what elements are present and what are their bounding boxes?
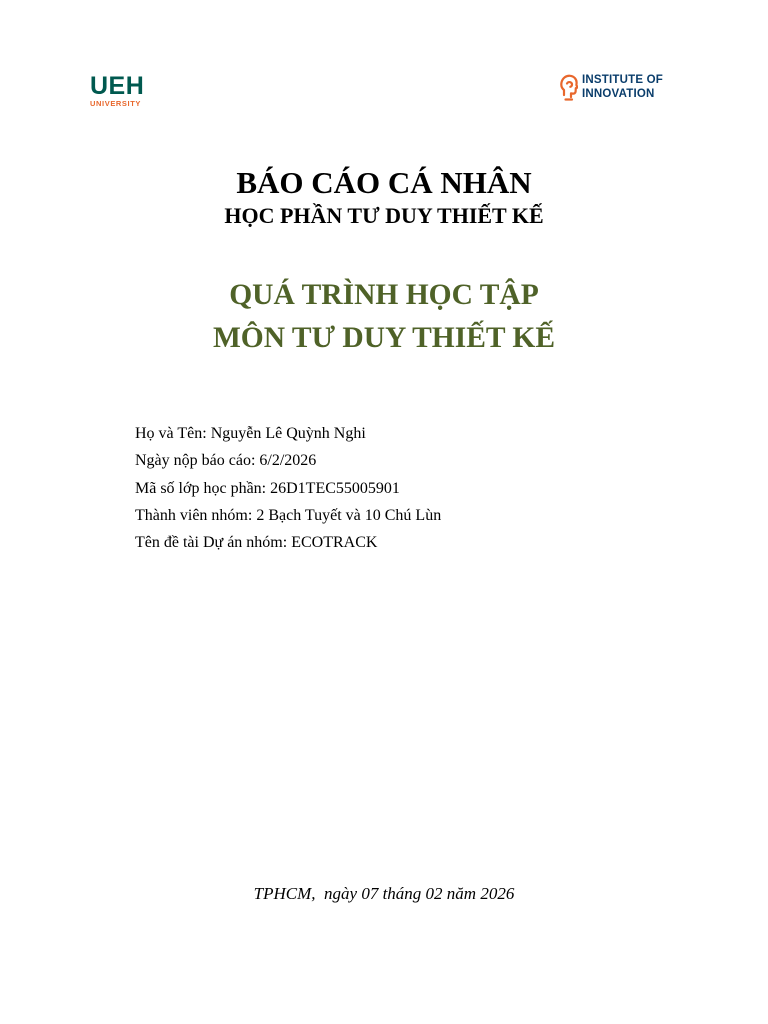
student-info-list bbox=[135, 420, 441, 556]
institute-logo-text bbox=[582, 74, 663, 101]
ueh-logo-sub: UNIVERSITY bbox=[90, 99, 142, 108]
report-title: BÁO CÁO CÁ NHÂN bbox=[236, 165, 532, 200]
footer-date-line: TPHCM, ngày 07 tháng 02 năm 2026 bbox=[253, 884, 515, 903]
head-gear-icon bbox=[560, 74, 578, 102]
institute-logo-line2: INNOVATION bbox=[582, 87, 655, 100]
info-student-name: Họ và Tên: Nguyễn Lê Quỳnh Nghi bbox=[135, 425, 366, 442]
report-topic-line2: MÔN TƯ DUY THIẾT KẾ bbox=[212, 322, 556, 354]
info-project-name: Tên đề tài Dự án nhóm: ECOTRACK bbox=[135, 534, 378, 552]
info-group-members: Thành viên nhóm: 2 Bạch Tuyết và 10 Chú Lùn bbox=[135, 506, 442, 524]
report-topic-line1: QUÁ TRÌNH HỌC TẬP bbox=[229, 279, 539, 311]
institute-logo-line1: INSTITUTE OF bbox=[582, 74, 663, 86]
institute-of-innovation-logo bbox=[560, 73, 670, 105]
course-title: HỌC PHẦN TƯ DUY THIẾT KẾ bbox=[224, 203, 544, 228]
ueh-logo-main: UEH bbox=[90, 72, 145, 100]
ueh-logo bbox=[90, 74, 150, 110]
report-topic bbox=[0, 274, 768, 360]
info-submission-date: Ngày nộp báo cáo: 6/2/2026 bbox=[135, 452, 317, 470]
info-class-code: Mã số lớp học phần: 26D1TEC55005901 bbox=[135, 479, 400, 497]
